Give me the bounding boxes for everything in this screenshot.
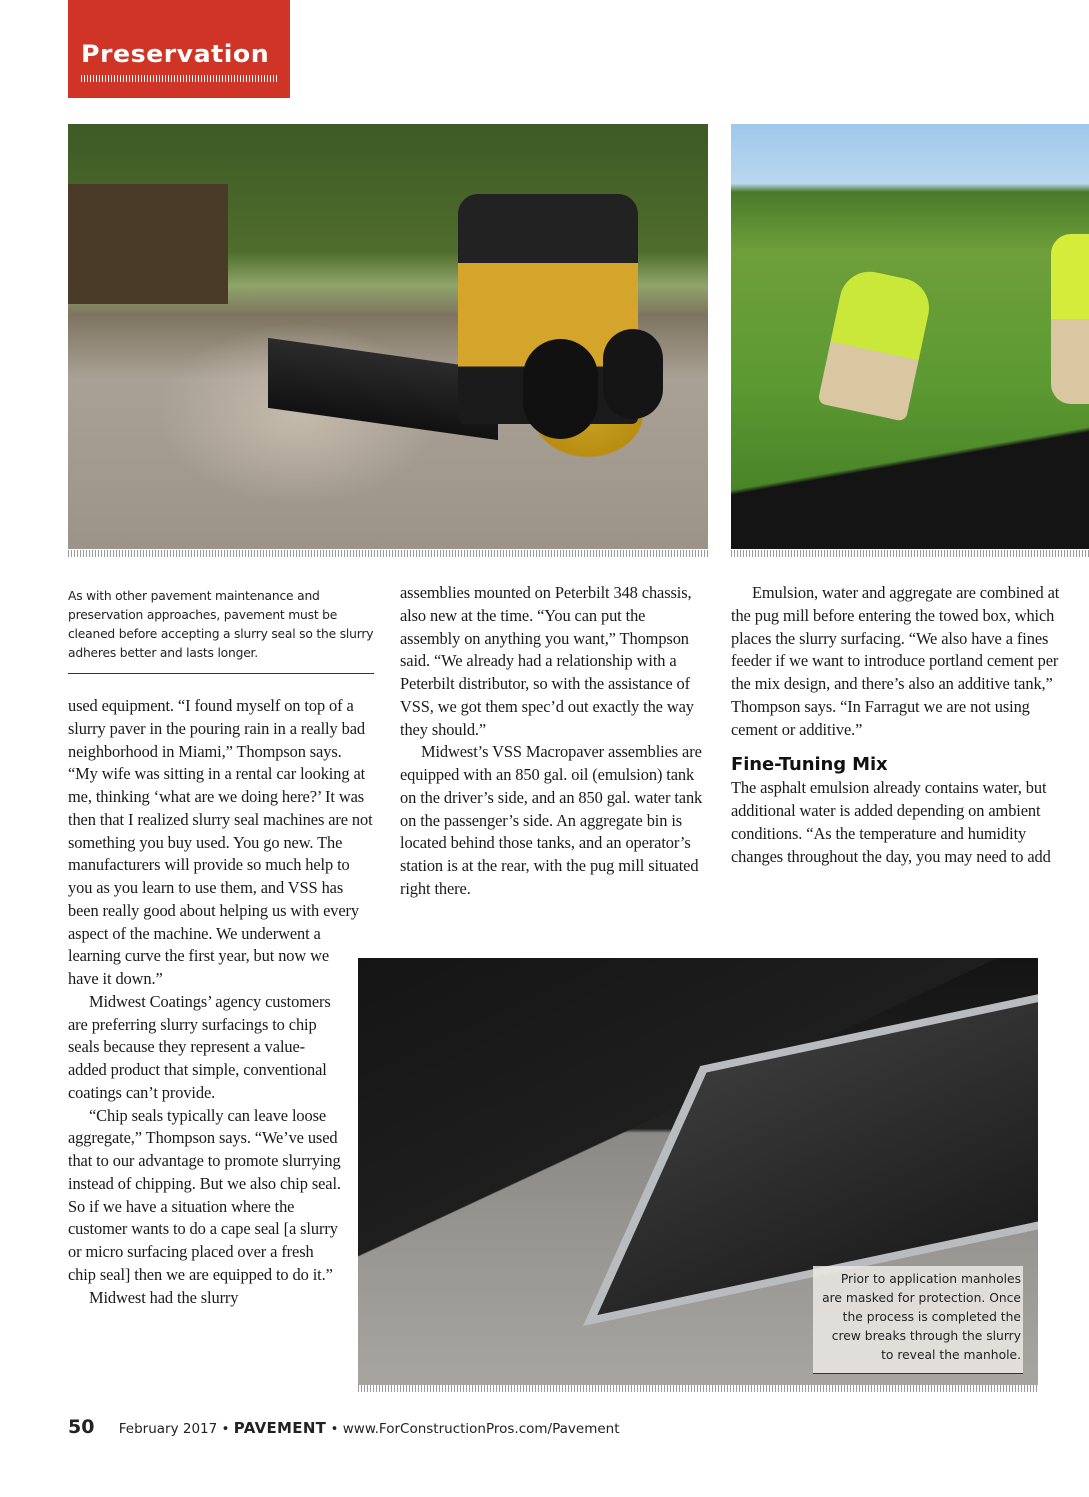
photo-worker <box>1051 234 1089 404</box>
photo-worker <box>817 266 934 422</box>
section-tag-ticks <box>81 75 277 82</box>
photo-house <box>68 184 228 304</box>
photo-masked-manhole <box>358 958 1038 1385</box>
website-url[interactable]: • www.ForConstructionPros.com/Pavement <box>330 1421 620 1437</box>
article-column-1 <box>68 695 374 1405</box>
section-tag-title: Preservation <box>81 40 270 68</box>
issue-date: February 2017 • <box>118 1421 230 1437</box>
paragraph: assemblies mounted on Peterbilt 348 chassis, also new at the time. “You can put the assembly on anything you want,” Thompson said. “We already had a relationship with a Peterbilt distributor, so with the assistance of VSS, we got them spec’d out exactly the way they should.” <box>400 583 694 739</box>
photo-skid-steer-sweeping <box>68 124 708 549</box>
photo1-caption: As with other pavement maintenance and preservation approaches, pavement must be cleaned before accepting a slurry seal so the slurry adheres better and lasts longer. <box>68 589 374 660</box>
paragraph: Emulsion, water and aggregate are combined at the pug mill before entering the towed box, which places the slurry surfacing. “We also have a fines feeder if we want to introduce portland cement per the mix design, and there’s also an additive tank,” Thompson says. “In Farragut we are not using cement or additive.” <box>731 583 1060 739</box>
article-column-3 <box>731 582 1071 868</box>
caption-divider <box>68 673 374 674</box>
photo-rule <box>358 1385 1038 1392</box>
photo-rule <box>68 550 708 557</box>
photo-wheel <box>603 329 663 419</box>
photo-wheel <box>523 339 598 439</box>
paragraph: Midwest’s VSS Macropaver assemblies are equipped with an 850 gal. oil (emulsion) tank on the driver’s side, and an 850 gal. water tank on the passenger’s side. An aggregate bin is located behind those tanks, and an operator’s station is at the rear, with the pug mill situated right there. <box>400 742 703 898</box>
photo-workers-spreading <box>731 124 1089 549</box>
section-tag <box>68 0 290 98</box>
photo-rule <box>731 550 1089 557</box>
paragraph: Midwest had the slurry <box>89 1287 239 1307</box>
magazine-brand: PAVEMENT <box>233 1419 327 1437</box>
page-footer <box>68 1416 620 1438</box>
page-number: 50 <box>68 1416 95 1438</box>
subheading: Fine-Tuning Mix <box>731 754 888 776</box>
paragraph: used equipment. “I found myself on top of a slurry paver in the pouring rain in a really bad neighborhood in Miami,” Thompson says. “My wife was sitting in a rental car looking at me, thinking ‘what are we doing here?’ It was then that I realized slurry seal machines are not something you buy used. You go new. The manufacturers will provide so much help to you as you learn to use them, and VSS has been really good about helping us with every aspect of the machine. We underwent a learning curve the first year, but now we have it down.” <box>68 696 373 988</box>
paragraph: “Chip seals typically can leave loose aggregate,” Thompson says. “We’ve used that to our advantage to promote slurrying instead of chipping. But we also chip seal. So if we have a situation where the customer wants to do a cape seal [a slurry or micro surfacing placed over a fresh chip seal] then we are equipped to do it.” <box>68 1105 341 1284</box>
photo3-caption: Prior to application manholes are masked for protection. Once the process is completed the crew breaks through the slurry to reveal the manhole. <box>813 1266 1023 1374</box>
paragraph: The asphalt emulsion already contains water, but additional water is added depending on ambient conditions. “As the temperature and humidity changes throughout the day, you may need to add <box>731 778 1051 866</box>
paragraph: Midwest Coatings’ agency customers are preferring slurry surfacings to chip seals because they represent a value-added product that simple, conventional coatings can’t provide. <box>68 991 331 1102</box>
article-column-2 <box>400 582 708 901</box>
